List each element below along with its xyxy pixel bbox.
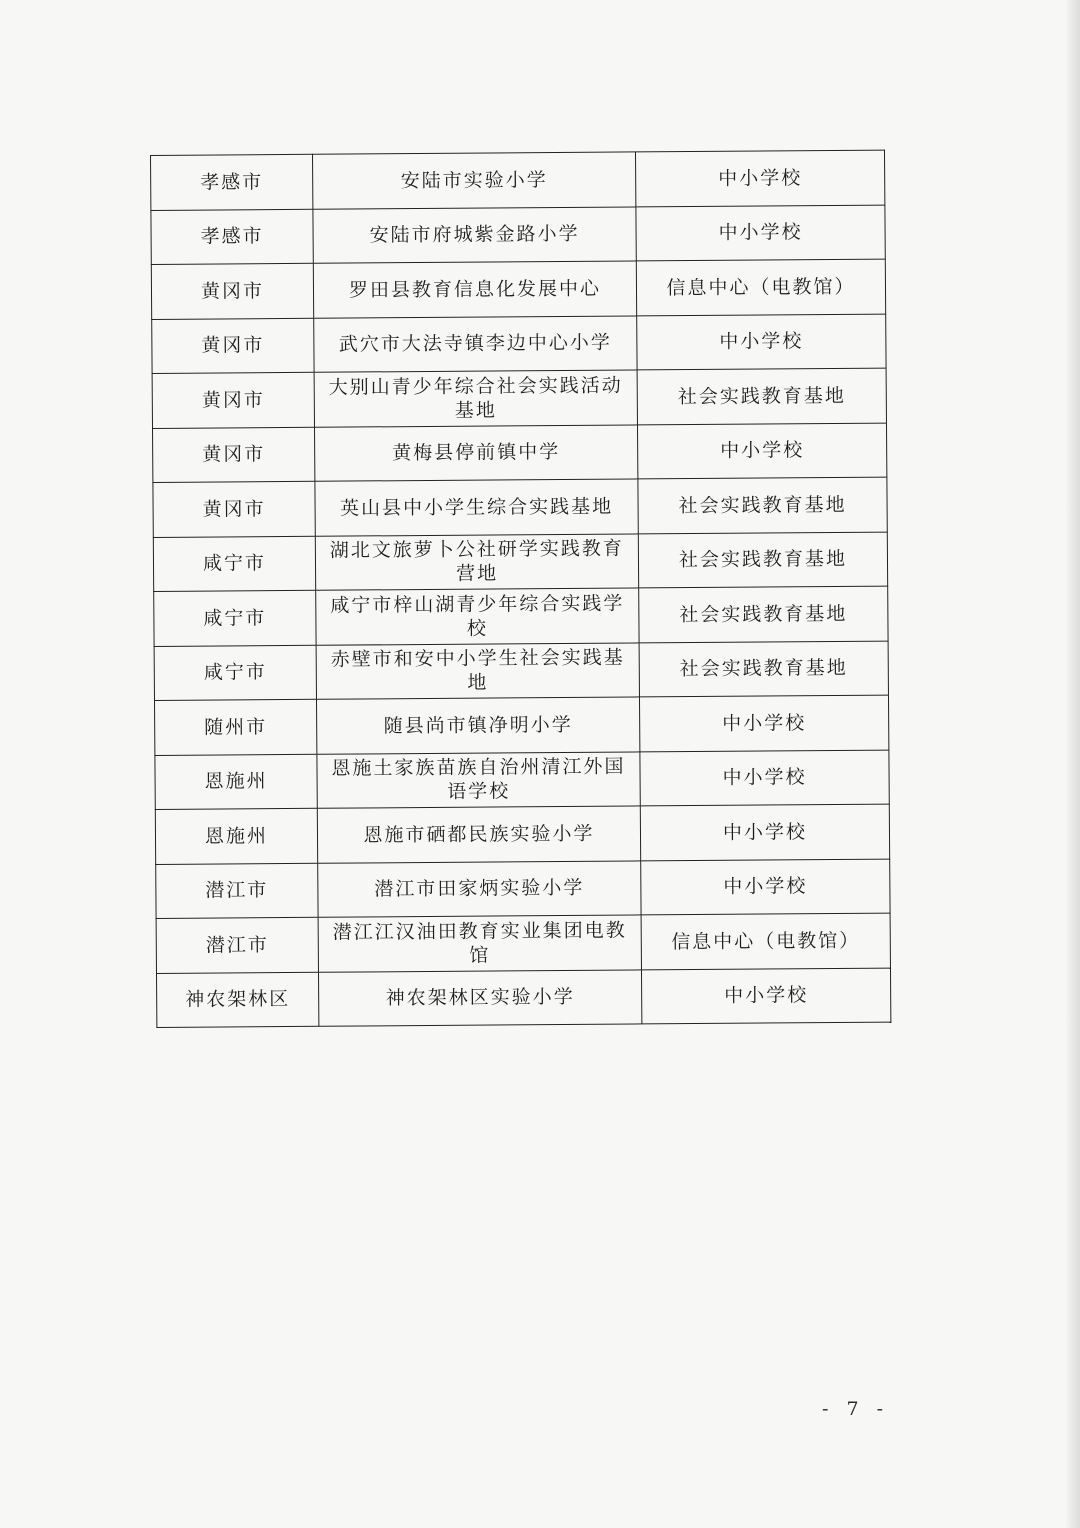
table-row [154, 586, 888, 646]
school-name-cell: 潜江江汉油田教育实业集团电教馆 [318, 915, 641, 972]
city-cell: 恩施州 [155, 808, 317, 864]
school-type-cell: 中小学校 [635, 150, 884, 206]
school-type-cell: 社会实践教育基地 [639, 586, 888, 642]
table-row [153, 477, 887, 537]
school-type-cell: 中小学校 [641, 968, 890, 1024]
city-cell: 咸宁市 [154, 590, 316, 646]
table-row [155, 750, 889, 810]
table-row [155, 804, 889, 864]
school-name-cell: 安陆市府城紫金路小学 [313, 206, 636, 263]
city-cell: 黄冈市 [152, 318, 314, 374]
school-type-cell: 中小学校 [640, 804, 889, 860]
school-name-cell: 湖北文旅萝卜公社研学实践教育营地 [315, 533, 638, 590]
city-cell: 潜江市 [156, 917, 318, 973]
school-name-cell: 黄梅县停前镇中学 [314, 424, 637, 481]
school-name-cell: 咸宁市梓山湖青少年综合实践学校 [316, 588, 639, 645]
school-name-cell: 恩施市硒都民族实验小学 [317, 806, 640, 863]
school-type-cell: 中小学校 [637, 423, 886, 479]
school-name-cell: 大别山青少年综合社会实践活动基地 [314, 370, 637, 427]
school-type-cell: 中小学校 [637, 314, 886, 370]
city-cell: 恩施州 [155, 754, 317, 810]
school-name-cell: 潜江市田家炳实验小学 [318, 860, 641, 917]
school-name-cell: 武穴市大法寺镇李边中心小学 [314, 315, 637, 372]
page-edge-shadow [1066, 0, 1080, 1528]
page-number: - 7 - [822, 1398, 890, 1420]
city-cell: 咸宁市 [153, 536, 315, 592]
city-cell: 随州市 [154, 699, 316, 755]
city-cell: 孝感市 [151, 209, 313, 265]
school-type-cell: 信息中心（电教馆） [636, 259, 885, 315]
school-list-table [150, 150, 891, 1028]
table-row [151, 259, 885, 319]
school-name-cell: 安陆市实验小学 [312, 152, 635, 209]
city-cell: 黄冈市 [153, 481, 315, 537]
school-type-cell: 中小学校 [639, 695, 888, 751]
school-type-cell: 社会实践教育基地 [639, 641, 888, 697]
school-name-cell: 赤壁市和安中小学生社会实践基地 [316, 642, 639, 699]
city-cell: 潜江市 [156, 863, 318, 919]
school-type-cell: 社会实践教育基地 [638, 477, 887, 533]
school-name-cell: 罗田县教育信息化发展中心 [313, 261, 636, 318]
city-cell: 孝感市 [151, 154, 313, 210]
table-row [153, 423, 887, 483]
table-row [154, 695, 888, 755]
school-type-cell: 信息中心（电教馆） [641, 913, 890, 969]
table-row [153, 532, 887, 592]
school-name-cell: 英山县中小学生综合实践基地 [315, 479, 638, 536]
city-cell: 咸宁市 [154, 645, 316, 701]
school-type-cell: 中小学校 [641, 859, 890, 915]
school-list-body [151, 150, 891, 1027]
city-cell: 黄冈市 [151, 263, 313, 319]
table-row [156, 913, 890, 973]
school-type-cell: 社会实践教育基地 [638, 532, 887, 588]
city-cell: 神农架林区 [156, 972, 318, 1028]
city-cell: 黄冈市 [152, 372, 314, 428]
school-type-cell: 中小学校 [640, 750, 889, 806]
school-type-cell: 社会实践教育基地 [637, 368, 886, 424]
school-name-cell: 神农架林区实验小学 [318, 969, 641, 1026]
table-row [156, 859, 890, 919]
document-sheet [150, 150, 890, 1028]
table-row [151, 205, 885, 265]
school-name-cell: 随县尚市镇净明小学 [316, 697, 639, 754]
city-cell: 黄冈市 [153, 427, 315, 483]
school-name-cell: 恩施土家族苗族自治州清江外国语学校 [317, 751, 640, 808]
table-row [154, 641, 888, 701]
table-row [151, 150, 885, 210]
table-row [152, 314, 886, 374]
school-type-cell: 中小学校 [636, 205, 885, 261]
table-row [156, 968, 890, 1028]
table-row [152, 368, 886, 428]
